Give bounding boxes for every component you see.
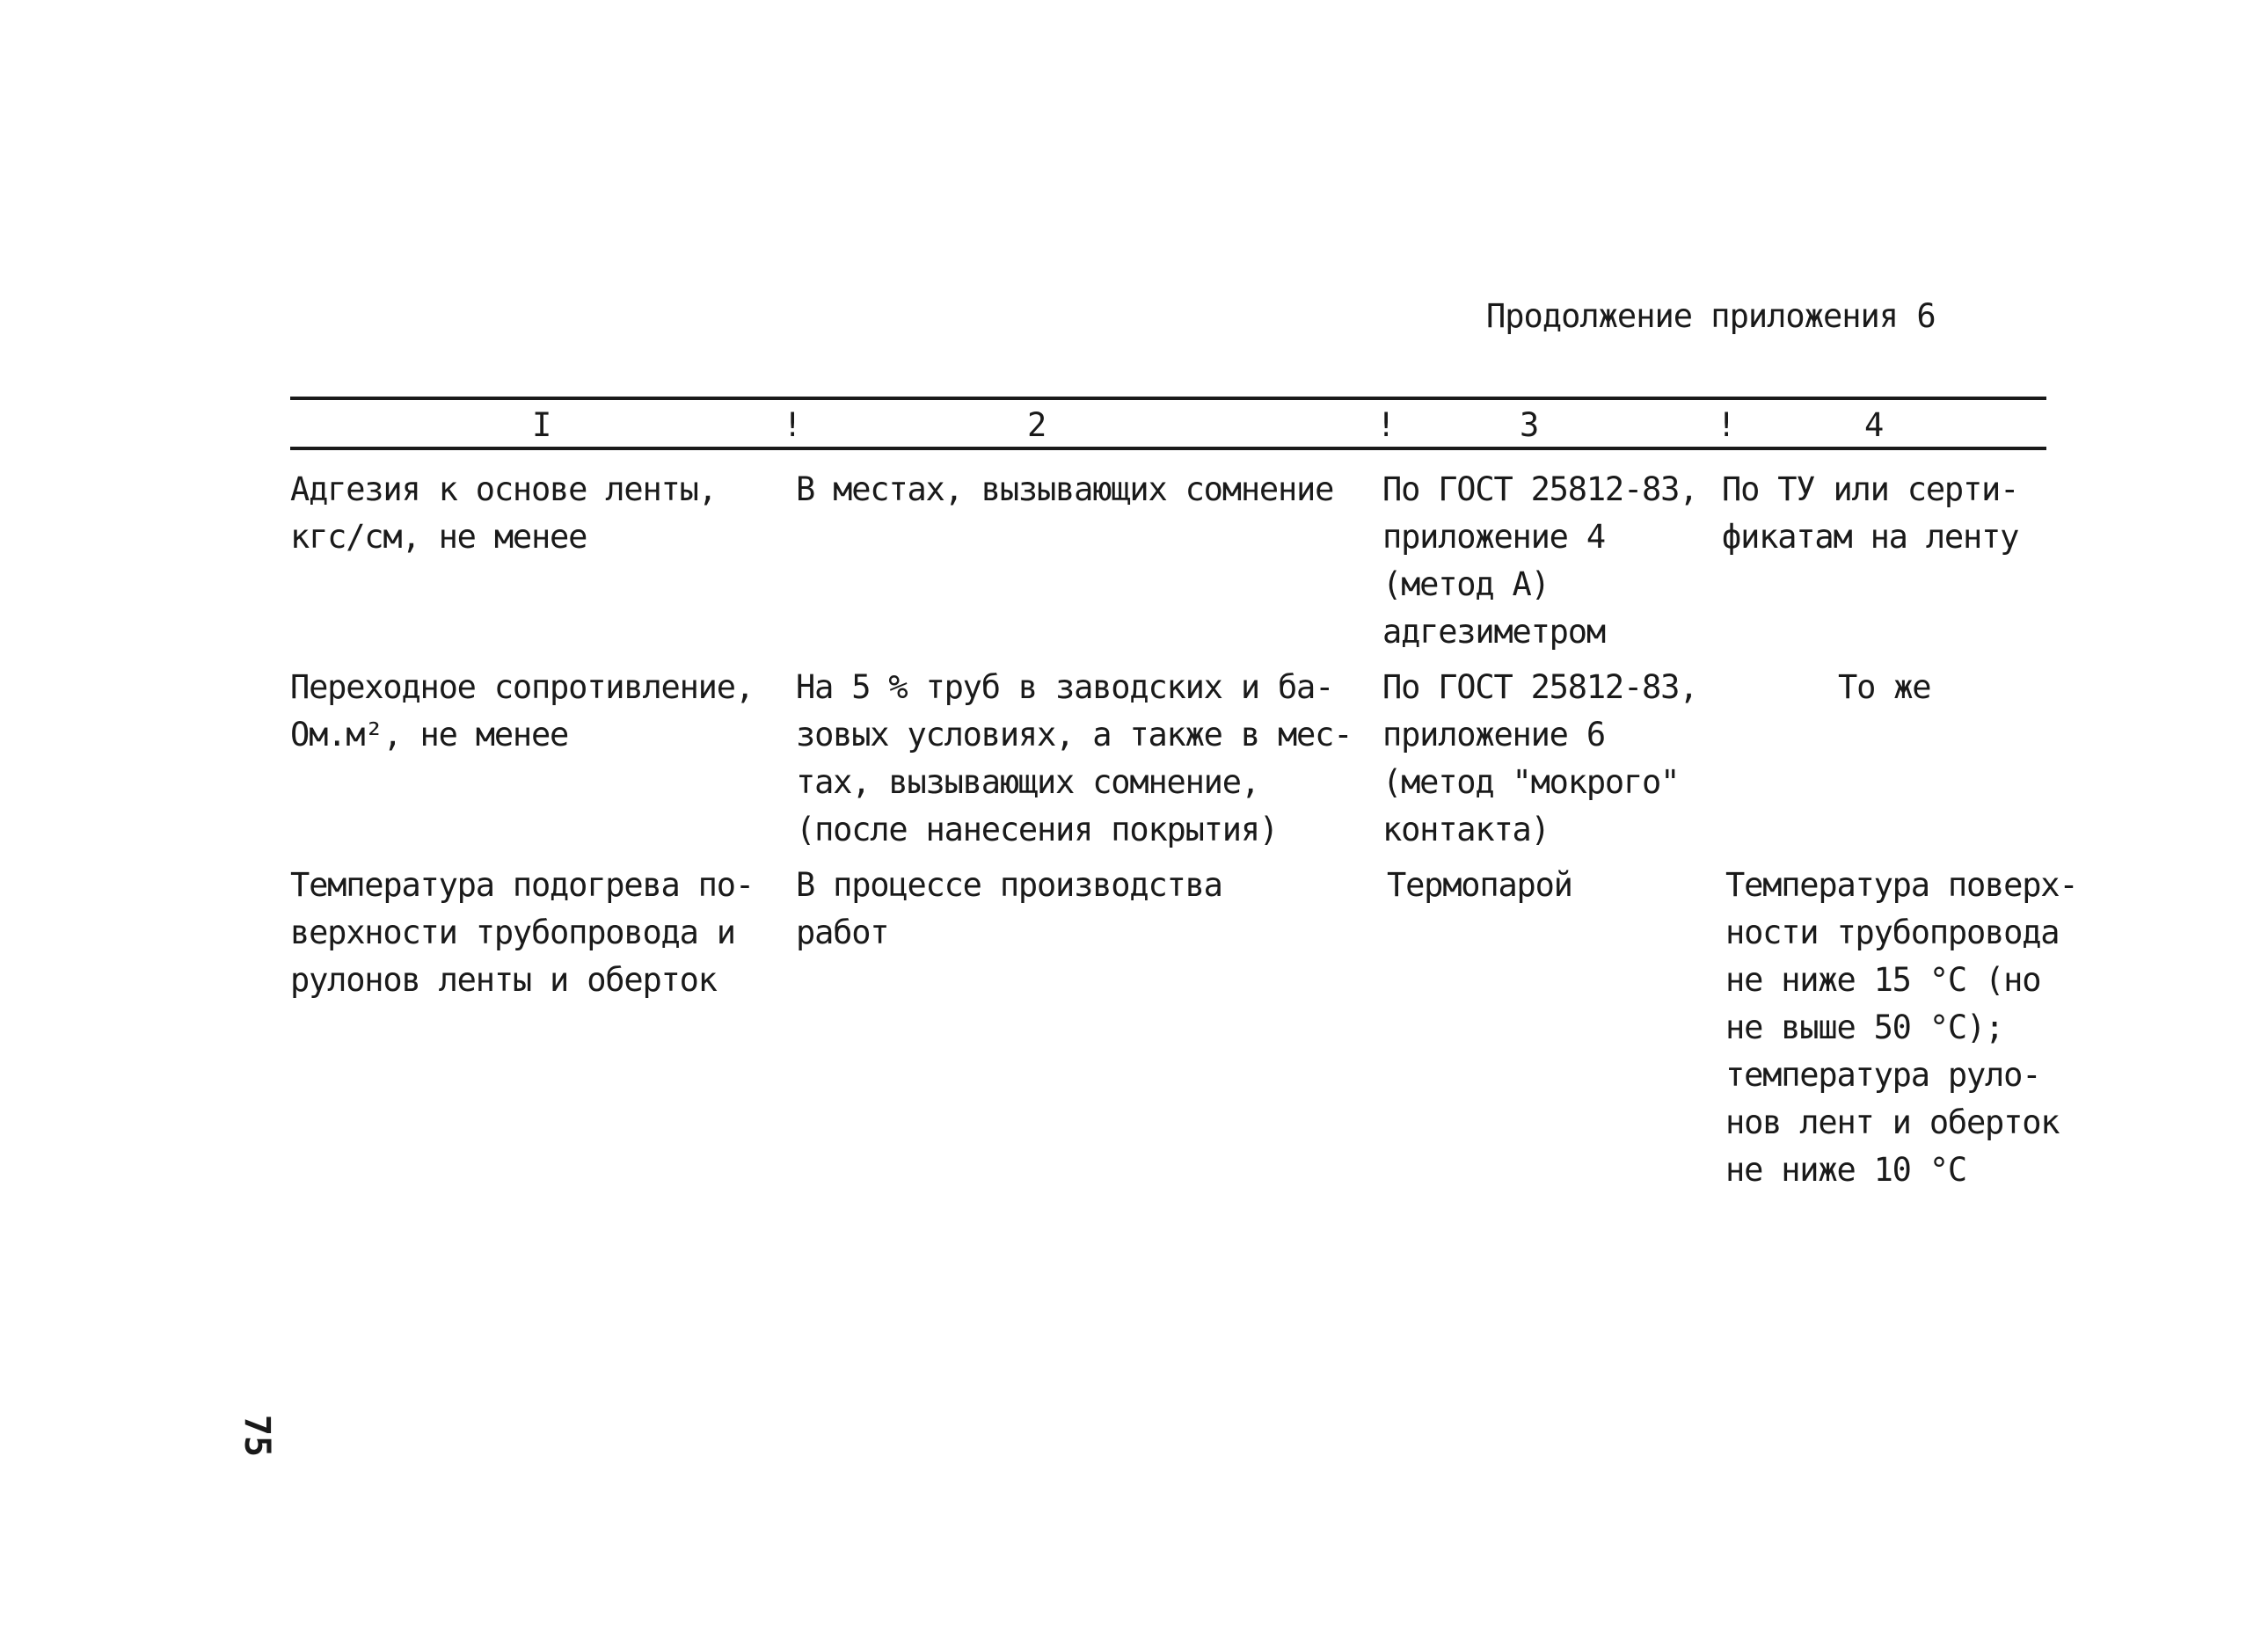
- column-separator: !: [783, 406, 803, 444]
- table-cell: По ТУ или серти- фикатам на ленту: [1722, 470, 2019, 556]
- table-cell: Термопарой: [1387, 866, 1572, 904]
- column-header-3: 3: [1520, 406, 1540, 444]
- column-header-2: 2: [1027, 406, 1047, 444]
- column-separator: !: [1376, 406, 1397, 444]
- table-cell: В местах, вызывающих сомнение: [796, 470, 1334, 508]
- table-cell: На 5 % труб в заводских и ба- зовых условиях, а также в мес- тах, вызывающих сомнение, (после нанесения покрытия): [796, 668, 1353, 848]
- table-cell: Температура подогрева по- верхности трубопровода и рулонов ленты и оберток: [290, 866, 754, 999]
- column-header-1: I: [532, 406, 552, 444]
- table-cell: Температура поверх- ности трубопровода не ниже 15 °С (но не выше 50 °С); температура руло- нов лент и оберток не ниже 10 °С: [1725, 866, 2078, 1189]
- table-cell: По ГОСТ 25812-83, приложение 4 (метод А) адгезиметром: [1382, 470, 1698, 651]
- table-cell: То же: [1838, 668, 1931, 706]
- table-header-rule: [290, 447, 2046, 450]
- page-heading: Продолжение приложения 6: [1486, 297, 1936, 335]
- table-cell: По ГОСТ 25812-83, приложение 6 (метод "мокрого" контакта): [1382, 668, 1698, 848]
- column-header-4: 4: [1864, 406, 1885, 444]
- table-cell: Переходное сопротивление, Ом.м², не менее: [290, 668, 754, 754]
- page-number: 75: [237, 1414, 278, 1458]
- table-cell: В процессе производства работ: [796, 866, 1222, 951]
- table-cell: Адгезия к основе ленты, кгс/см, не менее: [290, 470, 717, 556]
- column-separator: !: [1717, 406, 1737, 444]
- table-top-rule: [290, 397, 2046, 400]
